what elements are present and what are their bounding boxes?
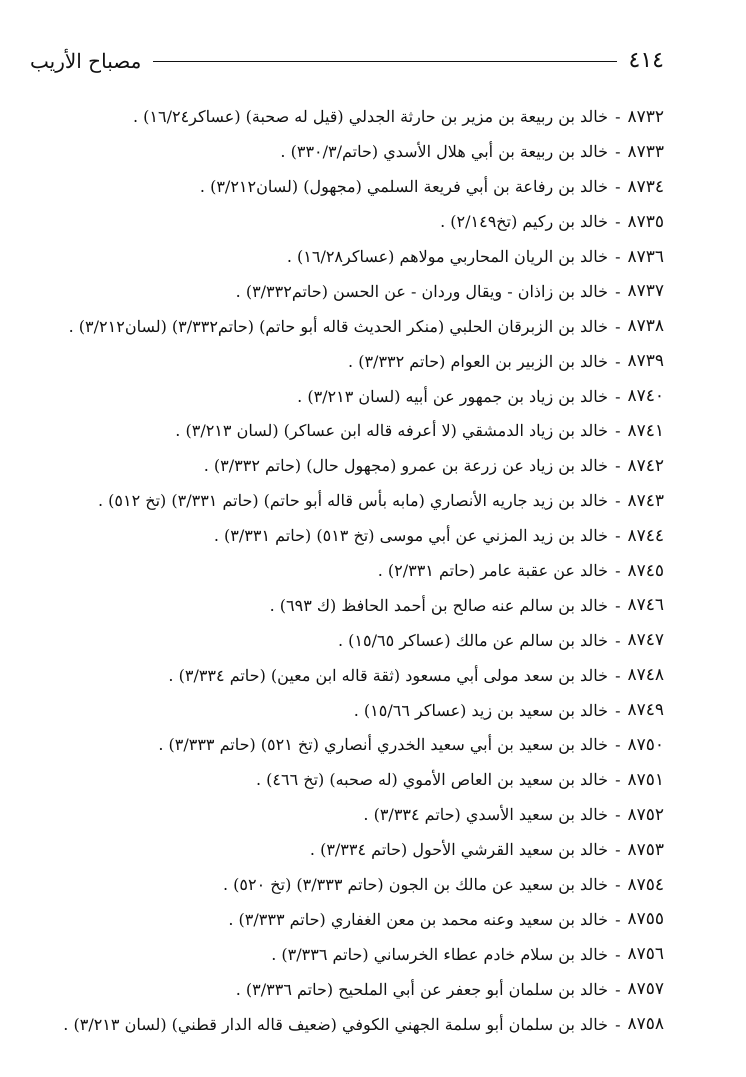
header-rule (153, 61, 616, 62)
entry-number: ٨٧٥٢ (627, 804, 664, 825)
entry-dash: - (615, 805, 621, 825)
entry-text: خالد بن سعد مولى أبي مسعود (ثقة قاله ابن معين) (حاتم ٣/٣٣٤) . (168, 665, 609, 685)
entry-number: ٨٧٤٤ (627, 525, 664, 546)
entry-dash: - (615, 281, 621, 301)
entry-number: ٨٧٤٢ (627, 455, 664, 476)
list-item (28, 728, 664, 763)
list-item (28, 588, 664, 623)
entry-text: خالد بن سالم عن مالك (عساكر ١٥/٦٥) . (337, 630, 609, 650)
entry-number: ٨٧٤٦ (627, 595, 664, 616)
entry-dash: - (615, 247, 621, 266)
entry-text: خالد بن زاذان - ويقال وردان - عن الحسن (حاتم٣/٣٣٢) . (235, 281, 609, 301)
entry-dash: - (615, 1014, 621, 1034)
list-item (28, 240, 664, 275)
list-item (28, 449, 664, 484)
entry-text: خالد بن سعيد بن العاص الأموي (له صحبه) (تخ ٤٦٦) . (255, 770, 609, 790)
entry-number: ٨٧٣٩ (627, 351, 664, 372)
list-item (28, 902, 664, 937)
list-item (28, 1007, 664, 1042)
entry-number: ٨٧٣٧ (627, 281, 664, 302)
page-number: ٤١٤ (628, 48, 664, 73)
entry-number: ٨٧٤٧ (627, 630, 664, 651)
entry-number: ٨٧٤٣ (627, 490, 664, 511)
entry-text: خالد بن زياد الدمشقي (لا أعرفه قاله ابن عساكر) (لسان ٣/٢١٣) . (175, 421, 609, 441)
entry-text: خالد بن سعيد عن مالك بن الجون (حاتم ٣/٣٣٣) (تخ ٥٢٠) . (223, 875, 609, 895)
entry-number: ٨٧٥٨ (627, 1014, 664, 1035)
entry-dash: - (615, 561, 621, 581)
entry-number: ٨٧٣٤ (627, 176, 664, 197)
entry-dash: - (615, 595, 621, 615)
entry-list (28, 100, 664, 1042)
entry-number: ٨٧٥٠ (627, 734, 664, 755)
list-item (28, 623, 664, 658)
list-item (28, 798, 664, 833)
entry-dash: - (615, 142, 621, 162)
entry-text: خالد بن ربيعة بن أبي هلال الأسدي (حاتم/٣٣٠/٣) . (280, 142, 609, 162)
entry-dash: - (615, 665, 621, 685)
entry-text: خالد بن زيد جاريه الأنصاري (مابه بأس قاله أبو حاتم) (حاتم ٣/٣٣١) (تخ ٥١٢) . (97, 491, 609, 511)
list-item (28, 658, 664, 693)
entry-number: ٨٧٣٨ (627, 316, 664, 337)
list-item (28, 937, 664, 972)
entry-number: ٨٧٥٣ (627, 839, 664, 860)
entry-number: ٨٧٤١ (627, 420, 664, 441)
entry-number: ٨٧٣٣ (627, 141, 664, 162)
entry-dash: - (615, 526, 621, 546)
entry-text: خالد بن الزبرقان الحلبي (منكر الحديث قاله أبو حاتم) (حاتم٣/٣٣٢) (لسان٣/٢١٢) . (68, 316, 609, 336)
entry-text: خالد بن سلام خادم عطاء الخرساني (حاتم ٣/٣٣٦) . (271, 944, 609, 964)
list-item (28, 170, 664, 205)
list-item (28, 379, 664, 414)
entry-text: خالد بن زياد بن جمهور عن أبيه (لسان ٣/٢١٣) . (297, 386, 609, 406)
page-header (30, 44, 664, 78)
entry-number: ٨٧٣٥ (627, 211, 664, 232)
entry-text: خالد بن رفاعة بن أبي فريعة السلمي (مجهول) (لسان٣/٢١٢) . (199, 177, 609, 197)
entry-dash: - (615, 630, 621, 650)
entry-text: خالد بن سعيد القرشي الأحول (حاتم ٣/٣٣٤) . (309, 840, 609, 860)
list-item (28, 309, 664, 344)
entry-dash: - (615, 875, 621, 895)
entry-dash: - (615, 770, 621, 790)
entry-text: خالد بن ركيم (تخ٢/١٤٩) . (440, 212, 609, 232)
entry-number: ٨٧٥٤ (627, 874, 664, 895)
entry-number: ٨٧٣٢ (627, 106, 664, 127)
list-item (28, 833, 664, 868)
list-item (28, 100, 664, 135)
entry-dash: - (615, 735, 621, 755)
entry-text: خالد بن سلمان أبو سلمة الجهني الكوفي (ضعيف قاله الدار قطني) (لسان ٣/٢١٣) . (63, 1014, 609, 1034)
entry-number: ٨٧٤٥ (627, 560, 664, 581)
list-item (28, 274, 664, 309)
list-item (28, 414, 664, 449)
entry-number: ٨٧٣٦ (627, 246, 664, 267)
list-item (28, 763, 664, 798)
list-item (28, 519, 664, 554)
entry-dash: - (615, 840, 621, 860)
entry-dash: - (615, 944, 621, 964)
entry-text: خالد بن زيد المزني عن أبي موسى (تخ ٥١٣) (حاتم ٣/٣٣١) . (213, 526, 609, 546)
entry-dash: - (615, 351, 621, 371)
list-item (28, 554, 664, 589)
entry-text: خالد بن سالم عنه صالح بن أحمد الحافظ (ك ٦٩٣) . (269, 595, 609, 615)
entry-dash: - (615, 491, 621, 511)
entry-text: خالد بن زياد عن زرعة بن عمرو (مجهول حال) (حاتم ٣/٣٣٢) . (203, 456, 609, 476)
entry-text: خالد بن سلمان أبو جعفر عن أبي الملحيح (حاتم ٣/٣٣٦) . (235, 979, 609, 999)
list-item (28, 972, 664, 1007)
list-item (28, 135, 664, 170)
entry-text: خالد بن سعيد بن أبي سعيد الخدري أنصاري (تخ ٥٢١) (حاتم ٣/٣٣٣) . (158, 735, 609, 755)
entry-number: ٨٧٤٩ (627, 700, 664, 721)
entry-dash: - (615, 979, 621, 999)
list-item (28, 344, 664, 379)
list-item (28, 693, 664, 728)
entry-dash: - (615, 212, 621, 232)
entry-dash: - (615, 316, 621, 336)
entry-dash: - (615, 700, 621, 720)
list-item (28, 205, 664, 240)
entry-dash: - (615, 421, 621, 441)
entry-text: خالد بن سعيد وعنه محمد بن معن الغفاري (حاتم ٣/٣٣٣) . (228, 909, 609, 929)
entry-dash: - (615, 177, 621, 197)
entry-text: خالد عن عقبة عامر (حاتم ٢/٣٣١) . (377, 561, 609, 581)
entry-number: ٨٧٥٧ (627, 979, 664, 1000)
entry-dash: - (615, 909, 621, 929)
entry-number: ٨٧٥٥ (627, 909, 664, 930)
entry-number: ٨٧٤٨ (627, 665, 664, 686)
entry-number: ٨٧٥٦ (627, 944, 664, 965)
entry-text: خالد بن الزبير بن العوام (حاتم ٣/٣٣٢) . (348, 351, 609, 371)
book-title: مصباح الأريب (30, 49, 142, 73)
entry-text: خالد بن سعيد الأسدي (حاتم ٣/٣٣٤) . (363, 805, 609, 825)
entry-text: خالد بن سعيد بن زيد (عساكر ١٥/٦٦) . (353, 700, 609, 720)
entry-number: ٨٧٤٠ (627, 386, 664, 407)
list-item (28, 484, 664, 519)
entry-dash: - (615, 386, 621, 406)
entry-dash: - (615, 456, 621, 476)
entry-number: ٨٧٥١ (627, 769, 664, 790)
entry-text: خالد بن ربيعة بن مزير بن حارثة الجدلي (قيل له صحبة) (عساكر١٦/٢٤) . (132, 107, 609, 127)
entry-text: خالد بن الريان المحاربي مولاهم (عساكر١٦/٢٨) . (286, 247, 609, 266)
entry-dash: - (615, 107, 621, 127)
list-item (28, 868, 664, 903)
